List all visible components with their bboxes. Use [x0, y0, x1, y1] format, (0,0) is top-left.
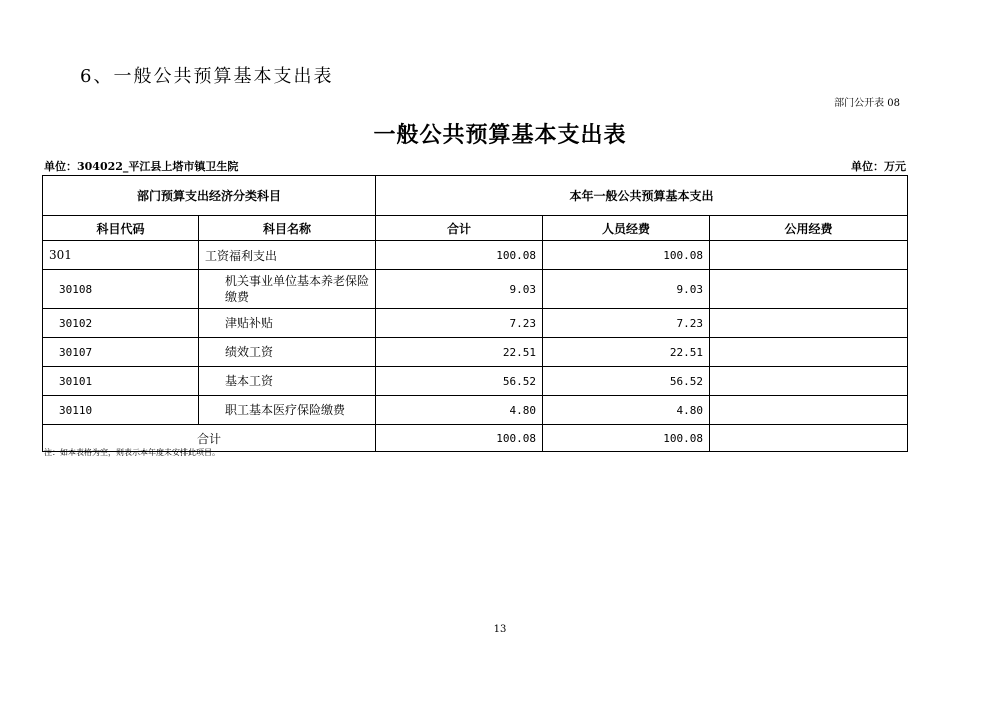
cell-public [710, 241, 908, 270]
page-title: 一般公共预算基本支出表 [373, 122, 627, 148]
cell-name: 工资福利支出 [199, 241, 376, 270]
table-row [43, 241, 908, 270]
table-column-header-row [43, 216, 908, 241]
cell-personnel: 56.52 [543, 367, 710, 396]
group-header-basic-expenditure: 本年一般公共预算基本支出 [376, 176, 908, 216]
column-header-public: 公用经费 [710, 216, 908, 241]
cell-total: 22.51 [376, 338, 543, 367]
table-group-header-row [43, 176, 908, 216]
column-header-code: 科目代码 [43, 216, 199, 241]
cell-code: 30102 [43, 309, 199, 338]
total-label: 合计 [43, 425, 376, 452]
cell-public [710, 338, 908, 367]
section-heading: 6、一般公共预算基本支出表 [80, 66, 334, 87]
column-header-total: 合计 [376, 216, 543, 241]
cell-total: 9.03 [376, 270, 543, 309]
cell-personnel: 4.80 [543, 396, 710, 425]
form-code: 部门公开表 08 [834, 98, 900, 109]
cell-code: 30110 [43, 396, 199, 425]
budget-table [42, 175, 908, 452]
table-note: 注：如本表格为空，则表示本年度未安排此项目。 [44, 448, 220, 457]
cell-personnel: 7.23 [543, 309, 710, 338]
table-row [43, 309, 908, 338]
group-header-economic-class: 部门预算支出经济分类科目 [43, 176, 376, 216]
cell-public [710, 270, 908, 309]
cell-public [710, 396, 908, 425]
cell-name: 津贴补贴 [199, 309, 376, 338]
cell-total: 7.23 [376, 309, 543, 338]
cell-code: 30101 [43, 367, 199, 396]
cell-code: 301 [43, 241, 199, 270]
table-row [43, 367, 908, 396]
cell-name: 基本工资 [199, 367, 376, 396]
cell-total: 56.52 [376, 367, 543, 396]
total-public [710, 425, 908, 452]
table-row [43, 396, 908, 425]
currency-unit-label: 单位：万元 [851, 160, 906, 173]
cell-total: 100.08 [376, 241, 543, 270]
total-personnel: 100.08 [543, 425, 710, 452]
cell-name: 职工基本医疗保险缴费 [199, 396, 376, 425]
total-sum: 100.08 [376, 425, 543, 452]
cell-total: 4.80 [376, 396, 543, 425]
cell-code: 30108 [43, 270, 199, 309]
cell-name: 绩效工资 [199, 338, 376, 367]
cell-name: 机关事业单位基本养老保险缴费 [199, 270, 376, 309]
cell-personnel: 22.51 [543, 338, 710, 367]
cell-personnel: 100.08 [543, 241, 710, 270]
column-header-personnel: 人员经费 [543, 216, 710, 241]
table-row [43, 270, 908, 309]
cell-personnel: 9.03 [543, 270, 710, 309]
page-number: 13 [493, 624, 507, 635]
table-row [43, 338, 908, 367]
cell-public [710, 309, 908, 338]
cell-public [710, 367, 908, 396]
unit-label: 单位：304022_平江县上塔市镇卫生院 [44, 160, 239, 173]
column-header-name: 科目名称 [199, 216, 376, 241]
cell-code: 30107 [43, 338, 199, 367]
